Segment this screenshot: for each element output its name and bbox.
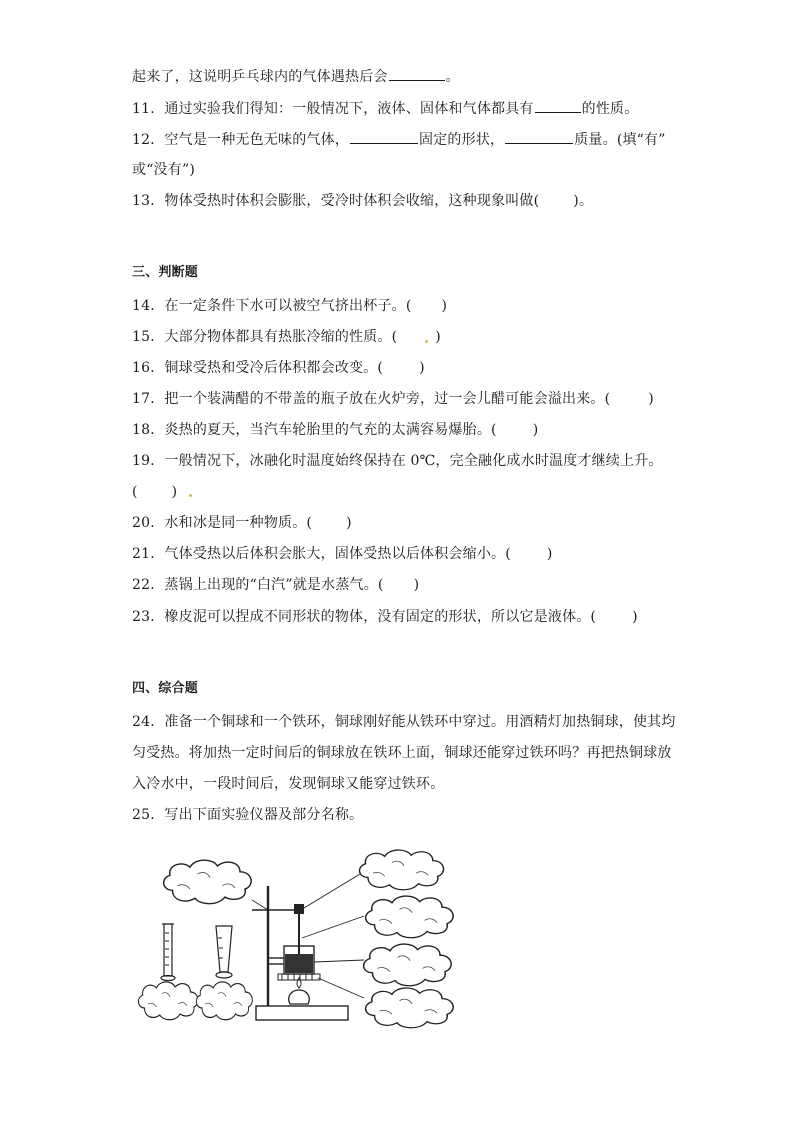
q12-hint: 或“没有”) xyxy=(132,162,195,178)
judge-text: 21．气体受热以后体积会胀大，固体受热以后体积会缩小。( xyxy=(132,546,511,562)
answer-blank[interactable] xyxy=(535,98,581,113)
question-24-line: 匀受热。将加热一定时间后的铜球放在铁环上面，铜球还能穿过铁环吗？再把热铜球放 xyxy=(132,745,672,761)
answer-blank[interactable] xyxy=(389,66,445,81)
judge-text: 20．水和冰是同一种物质。( xyxy=(132,515,313,531)
judge-close: ) xyxy=(346,515,352,531)
graduated-cylinder xyxy=(161,924,175,981)
judge-text: 19．一般情况下，冰融化时温度始终保持在 0℃，完全融化成水时温度才继续上升。 xyxy=(132,453,663,469)
question-11 xyxy=(132,98,638,119)
q12-text-end: 质量。(填“有” xyxy=(574,132,666,148)
q12-text-mid: 固定的形状， xyxy=(419,132,505,148)
judge-item xyxy=(132,358,425,378)
judge-close: ) xyxy=(419,360,425,376)
q11-text: 11．通过实验我们得知：一般情况下，液体、固体和气体都具有 xyxy=(132,101,534,117)
cloud-label-right-2[interactable] xyxy=(366,896,454,938)
judge-text: 17．把一个装满醋的不带盖的瓶子放在火炉旁，过一会儿醋可能会溢出来。( xyxy=(132,391,611,407)
judge-item-continuation xyxy=(132,482,177,502)
judge-close: ) xyxy=(413,577,420,593)
judge-item xyxy=(132,389,654,409)
q13-text-end: )。 xyxy=(573,193,594,209)
section-title-judgement: 三、判断题 xyxy=(132,265,199,280)
judge-text: 18．炎热的夏天，当汽车轮胎里的气充的太满容易爆胎。( xyxy=(132,422,497,438)
q10-text: 起来了，这说明乒乓球内的气体遇热后会 xyxy=(132,69,388,85)
judge-text: 15．大部分物体都具有热胀冷缩的性质。( xyxy=(132,329,398,345)
question-13 xyxy=(132,191,593,211)
lab-apparatus-figure xyxy=(132,838,462,1038)
judge-item xyxy=(132,575,419,595)
judge-close: ) xyxy=(546,546,553,562)
q11-text-end: 的性质。 xyxy=(581,101,639,117)
q10-end: 。 xyxy=(445,69,460,85)
question-12 xyxy=(132,129,666,150)
thermometer-clamp xyxy=(294,904,304,960)
alcohol-lamp xyxy=(289,978,310,1004)
section-title-comprehensive: 四、综合题 xyxy=(132,681,199,696)
judge-item xyxy=(132,420,538,440)
cloud-label-bottom-left[interactable] xyxy=(138,982,198,1020)
speck xyxy=(189,494,192,497)
answer-blank[interactable] xyxy=(350,129,418,144)
cloud-label-bottom-mid[interactable] xyxy=(196,982,252,1020)
judge-text: 16．铜球受热和受冷后体积都会改变。( xyxy=(132,360,384,376)
question-24-line: 24．准备一个铜球和一个铁环，铜球刚好能从铁环中穿过。用酒精灯加热铜球，使其均 xyxy=(132,714,676,730)
judge-item xyxy=(132,513,352,533)
question-10-continuation xyxy=(132,66,460,87)
judge-close: ) xyxy=(171,484,178,500)
judge-close: ) xyxy=(648,391,654,407)
judge-item xyxy=(132,544,553,564)
judge-close: ) xyxy=(435,329,441,345)
judge-item xyxy=(132,327,441,347)
judge-close: ) xyxy=(532,422,539,438)
q13-text: 13．物体受热时体积会膨胀，受冷时体积会收缩，这种现象叫做( xyxy=(132,193,540,209)
speck xyxy=(425,340,428,343)
cloud-label-top-left[interactable] xyxy=(164,860,252,904)
judge-text: 22．蒸锅上出现的“白汽”就是水蒸气。( xyxy=(132,577,384,593)
answer-blank[interactable] xyxy=(505,129,573,144)
judge-text: 23．橡皮泥可以捏成不同形状的物体，没有固定的形状，所以它是液体。( xyxy=(132,609,597,625)
judge-item xyxy=(132,296,447,316)
judge-text: ( xyxy=(132,484,138,500)
question-24-line: 入冷水中，一段时间后，发现铜球又能穿过铁环。 xyxy=(132,776,445,792)
judge-close: ) xyxy=(441,298,448,314)
cloud-label-right-1[interactable] xyxy=(359,850,443,890)
judge-item xyxy=(132,607,638,627)
question-25: 25．写出下面实验仪器及部分名称。 xyxy=(132,807,364,823)
cloud-label-right-4[interactable] xyxy=(366,988,454,1028)
measuring-cup xyxy=(216,926,232,978)
cloud-label-right-3[interactable] xyxy=(364,944,452,986)
judge-text: 14．在一定条件下水可以被空气挤出杯子。( xyxy=(132,298,412,314)
judge-item xyxy=(132,451,663,471)
q12-text: 12．空气是一种无色无味的气体， xyxy=(132,132,350,148)
question-12-line2 xyxy=(132,160,195,180)
judge-close: ) xyxy=(632,609,638,625)
